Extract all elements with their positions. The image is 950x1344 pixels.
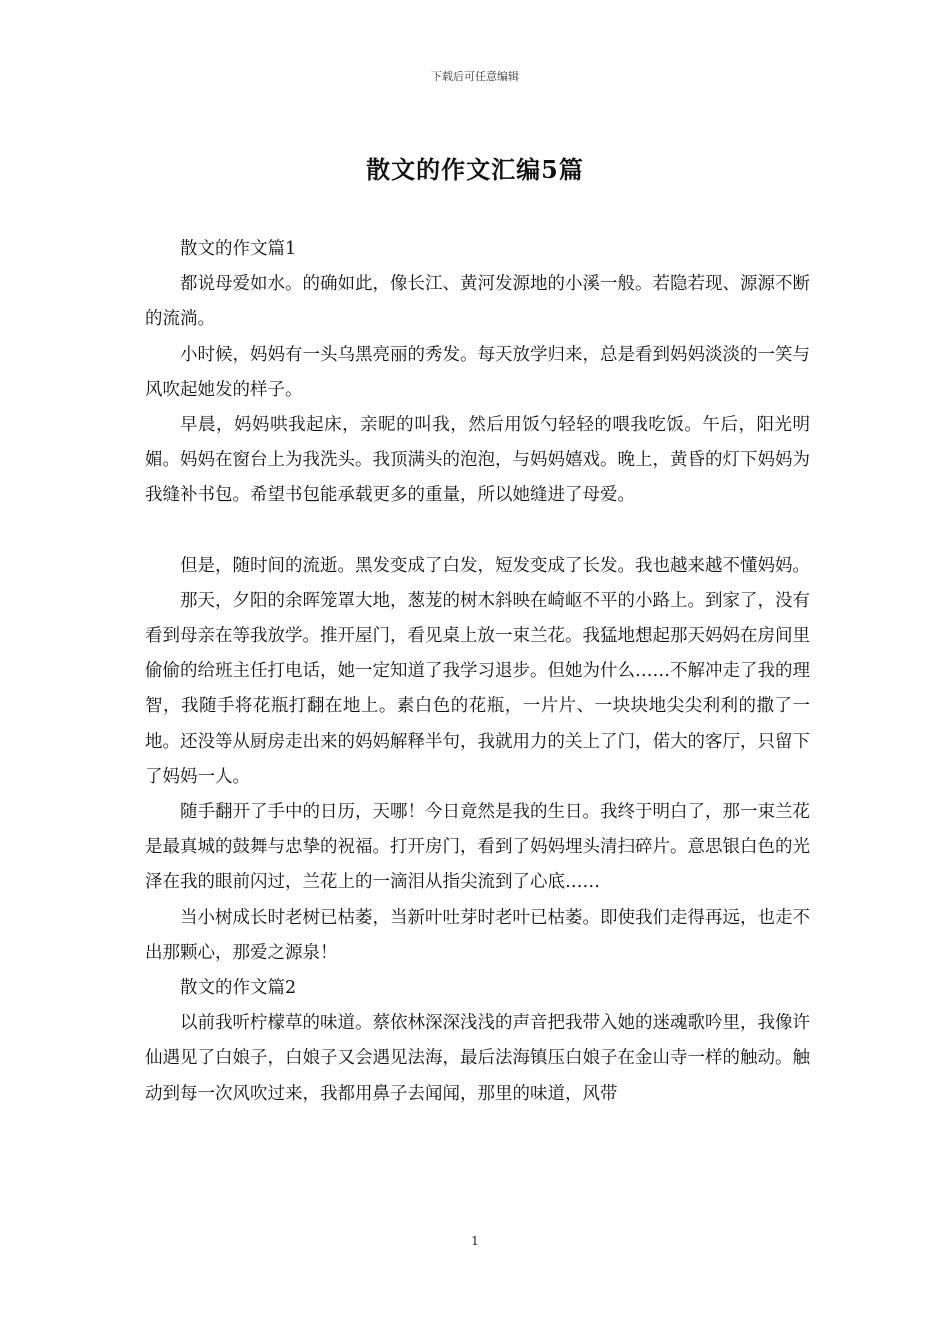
- page-header: 下载后可任意编辑: [431, 70, 519, 83]
- paragraph: 那天，夕阳的余晖笼罩大地，葱茏的树木斜映在崎岖不平的小路上。到家了，没有看到母亲在等我放学。推开屋门，看见桌上放一束兰花。我猛地想起那天妈妈在房间里偷偷的给班主任打电话，她一定知道了我学习退步。但她为什么……不解冲走了我的理智，我随手将花瓶打翻在地上。素白色的花瓶，一片片、一块块地尖尖利利的撒了一地。还没等从厨房走出来的妈妈解释半句，我就用力的关上了门，偌大的客厅，只留下了妈妈一人。: [145, 590, 810, 787]
- paragraph: 早晨，妈妈哄我起床，亲昵的叫我，然后用饭勺轻轻的喂我吃饭。午后，阳光明媚。妈妈在窗台上为我洗头。我顶满头的泡泡，与妈妈嬉戏。晚上，黄昏的灯下妈妈为我缝补书包。希望书包能承载更多的重量，所以她缝进了母爱。: [145, 415, 810, 506]
- document-title: 散文的作文汇编5篇: [366, 155, 584, 184]
- document-body: [145, 232, 810, 1112]
- paragraph: 小时候，妈妈有一头乌黑亮丽的秀发。每天放学归来，总是看到妈妈淡淡的一笑与风吹起她发的样子。: [145, 344, 810, 400]
- section-heading-2: 散文的作文篇2: [180, 978, 297, 999]
- page-number: 1: [471, 1234, 479, 1248]
- paragraph: 随手翻开了手中的日历，天哪！今日竟然是我的生日。我终于明白了，那一束兰花是最真城的鼓舞与忠挚的祝福。打开房门，看到了妈妈埋头清扫碎片。意思银白色的光泽在我的眼前闪过，兰花上的一滴泪从指尖流到了心底……: [145, 802, 810, 893]
- paragraph: 但是，随时间的流逝。黑发变成了白发，短发变成了长发。我也越来越不懂妈妈。: [180, 555, 810, 576]
- paragraph: 以前我听柠檬草的味道。蔡依林深深浅浅的声音把我带入她的迷魂歌吟里，我像许仙遇见了白娘子，白娘子又会遇见法海，最后法海镇压白娘子在金山寺一样的触动。触动到每一次风吹过来，我都用鼻子去闻闻，那里的味道，风带: [145, 1013, 810, 1104]
- section-heading-1: 散文的作文篇1: [180, 239, 297, 259]
- paragraph: 当小树成长时老树已枯萎，当新叶吐芽时老叶已枯萎。即使我们走得再远，也走不出那颗心，那爱之源泉！: [145, 907, 810, 963]
- paragraph: 都说母爱如水。的确如此，像长江、黄河发源地的小溪一般。若隐若现、源源不断的流淌。: [145, 274, 810, 330]
